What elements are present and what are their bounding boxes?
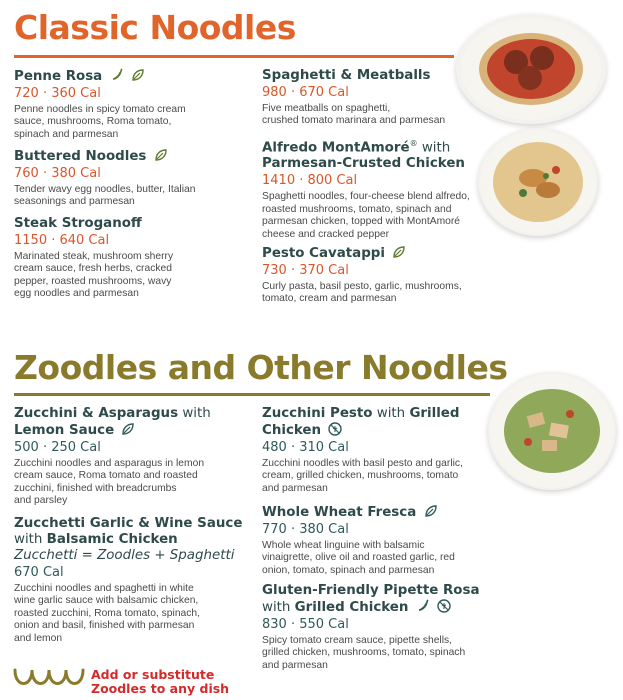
item-description: Zucchini noodles and spaghetti in white wine garlic sauce with balsamic chicken, roasted zucchini, Roma tomato, spinach, onion and basil, finished with parmesan and lemon: [14, 583, 201, 644]
item-name-connector: with: [14, 532, 47, 547]
item-name-line2: Grilled Chicken: [294, 600, 409, 615]
item-calories: 770 · 380 Cal: [262, 522, 349, 537]
item-name: Spaghetti & Meatballs: [262, 68, 431, 83]
item-name: Alfredo MontAmoré: [262, 140, 410, 156]
item-calories: 830 · 550 Cal: [262, 617, 349, 632]
item-name: Zucchini & Asparagus: [14, 406, 179, 421]
alfredo-photo: [478, 128, 598, 236]
zoodle-swirl-icon: [12, 666, 86, 688]
menu-item-pesto-cavatappi[interactable]: [262, 245, 502, 306]
menu-item-gluten-friendly-pipette-rosa[interactable]: [262, 583, 502, 672]
item-calories: 980 · 670 Cal: [262, 85, 349, 100]
item-name: Pesto Cavatappi: [262, 246, 385, 261]
item-name-connector: with: [417, 140, 451, 156]
item-description: Curly pasta, basil pesto, garlic, mushrooms, tomato, cream and parmesan: [262, 281, 462, 305]
item-name: Steak Stroganoff: [14, 216, 142, 231]
menu-item-penne-rosa[interactable]: [14, 68, 249, 141]
item-name: Zucchini Pesto: [262, 406, 373, 421]
menu-item-zucchini-asparagus[interactable]: [14, 406, 249, 508]
gluten-free-icon: [328, 422, 342, 436]
item-name: Buttered Noodles: [14, 149, 147, 164]
gluten-free-icon: [437, 599, 451, 613]
item-calories: 670 Cal: [14, 565, 64, 580]
spicy-icon: [110, 68, 124, 82]
item-name-line2: Parmesan-Crusted Chicken: [262, 156, 465, 172]
item-subtitle: Zucchetti = Zoodles + Spaghetti: [14, 548, 235, 563]
item-name-connector: with: [262, 600, 295, 615]
vegetarian-icon: [424, 504, 438, 518]
section-title-classic: Classic Noodles: [14, 8, 296, 47]
item-name: Whole Wheat Fresca: [262, 505, 417, 520]
item-calories: 500 · 250 Cal: [14, 440, 101, 455]
vegetarian-icon: [131, 68, 145, 82]
spaghetti-meatballs-photo: [456, 14, 606, 124]
menu-item-buttered-noodles[interactable]: [14, 148, 249, 209]
section-divider: [14, 393, 490, 396]
item-description: Marinated steak, mushroom sherry cream sauce, fresh herbs, cracked pepper, roasted mushrooms, wavy egg noodles and parmesan: [14, 251, 174, 300]
item-name-connector: with: [178, 406, 211, 421]
footer-note: Add or substitute Zoodles to any dish: [91, 667, 230, 696]
item-name-line2: Chicken: [262, 423, 322, 438]
registered-mark: ®: [409, 139, 418, 148]
item-description: Spaghetti noodles, four-cheese blend alfredo, roasted mushrooms, tomato, spinach and parmesan chicken, topped with MontAmoré cheese and cracked pepper: [262, 191, 470, 240]
vegetarian-icon: [121, 422, 135, 436]
item-description: Zucchini noodles with basil pesto and garlic, cream, grilled chicken, mushrooms, tomato and parmesan: [262, 458, 463, 494]
item-calories: 1150 · 640 Cal: [14, 233, 110, 248]
item-description: Penne noodles in spicy tomato cream sauce, mushrooms, Roma tomato, spinach and parmesan: [14, 104, 186, 140]
section-divider: [14, 55, 454, 58]
item-name: Zucchetti Garlic & Wine Sauce: [14, 516, 243, 531]
menu-item-whole-wheat-fresca[interactable]: [262, 504, 502, 577]
zucchini-pesto-photo: [488, 372, 616, 490]
item-calories: 760 · 380 Cal: [14, 166, 101, 181]
vegetarian-icon: [154, 148, 168, 162]
item-name-line2: Lemon Sauce: [14, 423, 115, 438]
menu-item-zucchini-pesto[interactable]: [262, 406, 492, 495]
item-name: Penne Rosa: [14, 69, 103, 84]
menu-item-zucchetti-garlic-wine[interactable]: [14, 516, 254, 645]
item-description: Zucchini noodles and asparagus in lemon cream sauce, Roma tomato and roasted zucchini, finished with breadcrumbs and parsley: [14, 458, 205, 507]
item-description: Whole wheat linguine with balsamic vinaigrette, olive oil and roasted garlic, red onion, tomato, spinach and parmesan: [262, 540, 455, 576]
item-description: Spicy tomato cream sauce, pipette shells, grilled chicken, mushrooms, tomato, spinach and parmesan: [262, 635, 466, 671]
menu-item-steak-stroganoff[interactable]: [14, 216, 249, 301]
item-description: Five meatballs on spaghetti, crushed tomato marinara and parmesan: [262, 103, 446, 127]
spicy-icon: [416, 599, 430, 613]
section-title-zoodles: Zoodles and Other Noodles: [14, 348, 508, 387]
vegetarian-icon: [392, 245, 406, 259]
item-name-connector: with: [372, 406, 410, 421]
item-name-part: Grilled: [409, 406, 460, 421]
item-name-line2: Balsamic Chicken: [46, 532, 178, 547]
item-calories: 1410 · 800 Cal: [262, 173, 358, 189]
item-calories: 480 · 310 Cal: [262, 440, 349, 455]
menu-item-alfredo-montamore[interactable]: [262, 136, 502, 241]
item-name: Gluten-Friendly Pipette Rosa: [262, 583, 480, 598]
item-description: Tender wavy egg noodles, butter, Italian seasonings and parmesan: [14, 184, 196, 208]
item-calories: 720 · 360 Cal: [14, 86, 101, 101]
item-calories: 730 · 370 Cal: [262, 263, 349, 278]
